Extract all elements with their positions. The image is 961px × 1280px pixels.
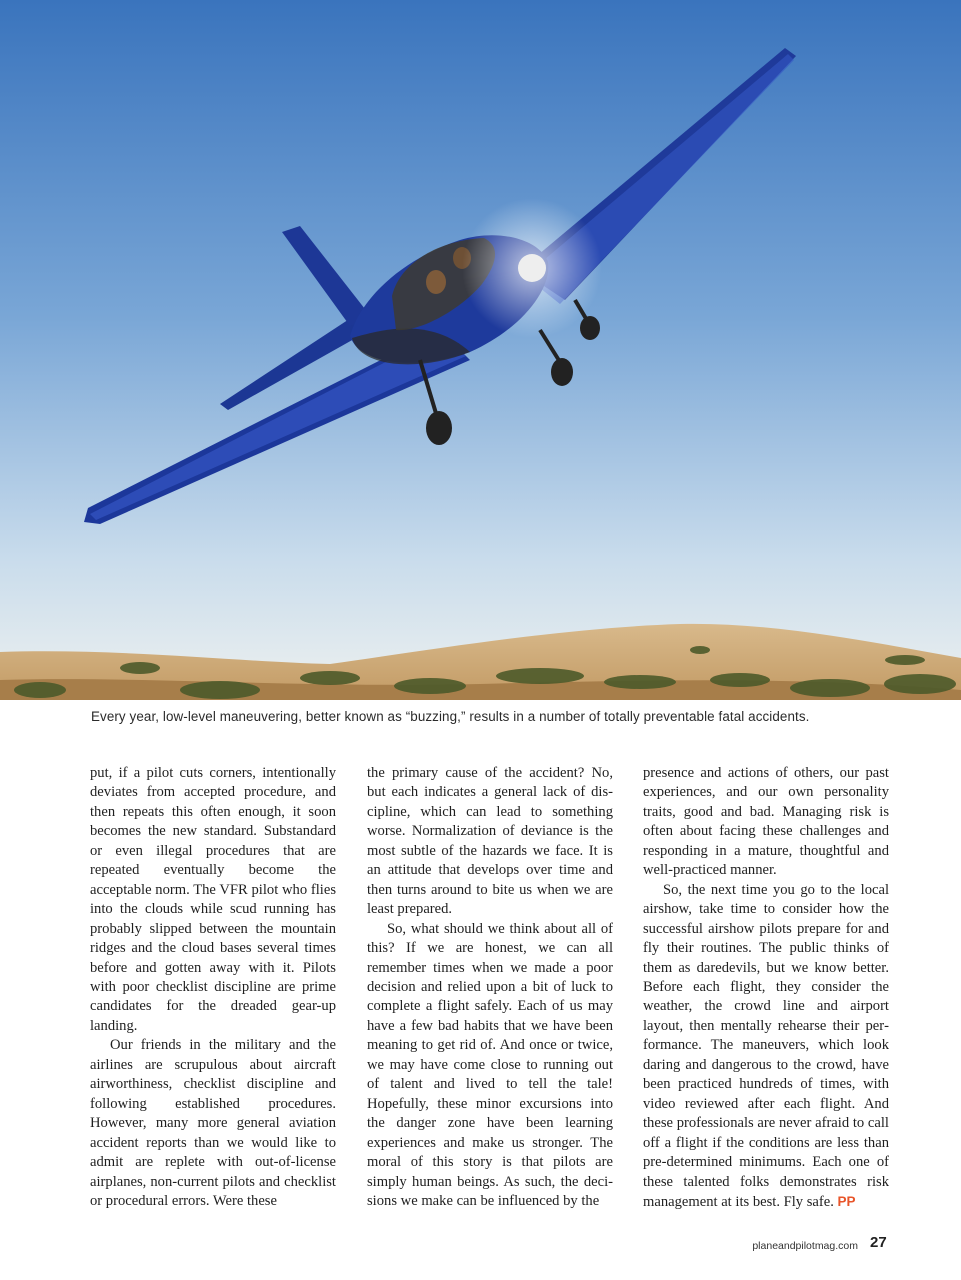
paragraph: the primary cause of the accident? No, but each indicates a general lack of discipline, which can lead to something worse. Normalization of deviance is the most subtle of the hazards we face. It is an attitude that develops over time and then turns around to bite us when we are least prepared. bbox=[367, 765, 613, 918]
end-mark: PP bbox=[837, 1193, 856, 1209]
article-column-1 bbox=[90, 764, 336, 1211]
paragraph: So, what should we think about all of this? If we are honest, we can all remember times when we made a poor decision and relied upon a bit of luck to complete a flight safely. Each of us may have a few bad habits that we have been meaning to get rid of. And once or twice, we may have come close to running out of talent and lived to tell the tale! Hopefully, these minor excursions into the danger zone have been learning experiences and make us stronger. The moral of this story is that pilots are simply human beings. As such, the decisions we make can be influenced by the bbox=[367, 920, 613, 1209]
paragraph: Our friends in the military and the airlines are scrupulous about aircraft airworthiness, checklist discipline and following established procedures. However, many more general aviation accident reports than we would like to admit are replete with out-of-license airplanes, non-current pilots and checklist or procedural errors. Were these bbox=[90, 1037, 336, 1209]
paragraph: presence and actions of others, our past experiences, and our own personality traits, good and bad. Managing risk is often about facing these challenges and responding in a mature, thoughtful and well-practiced manner. bbox=[643, 765, 889, 879]
article-column-2 bbox=[367, 764, 613, 1211]
page-number: 27 bbox=[870, 1234, 887, 1251]
article-column-3 bbox=[643, 764, 889, 1212]
footer-website: planeandpilotmag.com bbox=[752, 1240, 858, 1252]
paragraph-with-end-mark bbox=[643, 881, 889, 1213]
photo-caption: Every year, low-level maneuvering, better known as “buzzing,” results in a number of totally preventable fatal accidents. bbox=[91, 709, 810, 724]
paragraph: put, if a pilot cuts corners, intentionally deviates from accepted procedure, and then repeats this often enough, it soon becomes the new standard. Substandard or even illegal procedures that are repeated eventually become the acceptable norm. The VFR pilot who flies into the clouds while scud running has probably slipped between the mountain ridges and the cloud bases several times before and gotten away with it. Pilots with poor checklist discipline are prime candidates for the dreaded gear-up landing. bbox=[90, 765, 336, 1034]
paragraph-text: So, the next time you go to the local airshow, take time to consider how the successful airshow pilots prepare for and fly their routines. The public thinks of them as daredevils, but we know better. Before each flight, they consider the weather, the crowd line and airport layout, then mentally rehearse their performance. The maneuvers, which look daring and dangerous to the crowd, have been practiced hundreds of times, with video reviewed after each flight. And these professionals are never afraid to call off a flight if the conditions are less than pre-determined minimums. Each one of these talented folks demonstrates risk management at its best. Fly safe. bbox=[643, 881, 889, 1210]
